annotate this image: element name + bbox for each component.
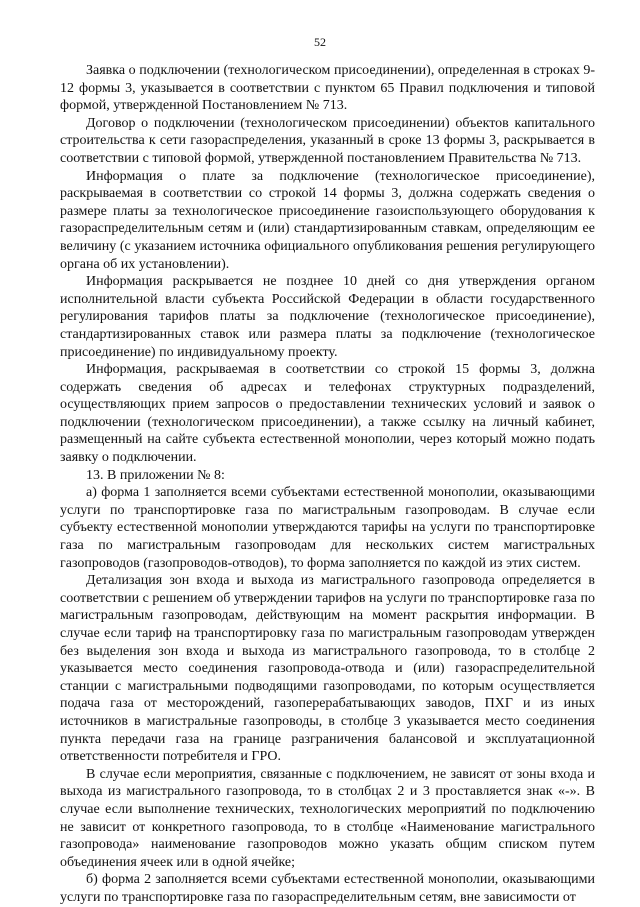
paragraph-zone-detailing: Детализация зон входа и выхода из магистрального газопровода определяется в соответствии с решением об утверждении тарифов на услуги по транспортировке газа по магистральным газопроводам, действующим на момент раскрытия информации. В случае если тариф на транспортировку газа по магистральным газопроводам утвержден без выделения зон входа и выхода из магистрального газопровода, то в столбце 2 указывается место соединения газопровода-отвода и (или) газораспределительной станции с магистральными подводящими газопроводами, по которым осуществляется подача газа от месторождений, газоперерабатывающих заводов, ПХГ и из иных источников в магистральные газопроводы, в столбце 3 указывается место соединения пункта передачи газа на границе разграничения балансовой и эксплуатационной ответственности потребителя и ГРО. (60, 573, 595, 765)
paragraph-gas-connection-request: Заявка о подключении (технологическом присоединении), определенная в строках 9-12 формы 3, указывается в соответствии с пунктом 65 Правил подключения и типовой формой, утвержденной Постановлением № 713. (60, 63, 595, 114)
paragraph-contact-info: Информация, раскрываемая в соответствии со строкой 15 формы 3, должна содержать сведения об адресах и телефонах структурных подразделений, осуществляющих прием запросов о предоставлении технических условий и заявок о подключении (технологическом присоединении), а также ссылку на личный кабинет, размещенный на сайте субъекта естественной монополии, через который можно подать заявку о подключении. (60, 362, 595, 466)
paragraph-connection-contract: Договор о подключении (технологическом присоединении) объектов капитального строительства к сети газораспределения, указанный в сроке 13 формы 3, раскрывается в соответствии с типовой формой, утвержденной постановлением Правительства № 713. (60, 115, 595, 166)
document-body (60, 62, 595, 907)
page-number: 52 (314, 35, 326, 49)
paragraph-connection-fee-info: Информация о плате за подключение (технологическое присоединение), раскрываемая в соответствии со строкой 14 формы 3, должна содержать сведения о размере платы за технологическое присоединение газоиспользующего оборудования к газораспределительным сетям и (или) стандартизированным ставкам, определяющим ее величину (с указанием источника официального опубликования решения регулирующего органа об их установлении). (60, 168, 595, 272)
paragraph-disclosure-deadline: Информация раскрывается не позднее 10 дней со дня утверждения органом исполнительной власти субъекта Российской Федерации в области государственного регулирования тарифов платы за подключение (технологическое присоединение), стандартизированных ставок или размера платы за подключение (технологическое присоединение) по индивидуальному проекту. (60, 274, 595, 360)
paragraph-form-1: а) форма 1 заполняется всеми субъектами естественной монополии, оказывающими услуги по транспортировке газа по магистральным газопроводам. В случае если субъекту естественной монополии утверждаются тарифы на услуги по транспортировке газа по магистральным газопроводам для нескольких систем магистральных газопроводов (газопроводов-отводов), то форма заполняется по каждой из этих систем. (60, 485, 595, 571)
paragraph-section-13: 13. В приложении № 8: (86, 467, 225, 483)
paragraph-zone-independent: В случае если мероприятия, связанные с подключением, не зависят от зоны входа и выхода из магистрального газопровода, то в столбцах 2 и 3 проставляется знак «-». В случае если выполнение технических, технологических мероприятий по подключению не зависит от конкретного газопровода, то в столбце «Наименование магистрального газопровода» наименование газопроводов можно указать общим списком путем объединения ячеек или в одной ячейке; (60, 766, 595, 870)
paragraph-form-2: б) форма 2 заполняется всеми субъектами естественной монополии, оказывающими услуги по транспортировке газа по газораспределительным сетям, вне зависимости от (60, 872, 595, 905)
